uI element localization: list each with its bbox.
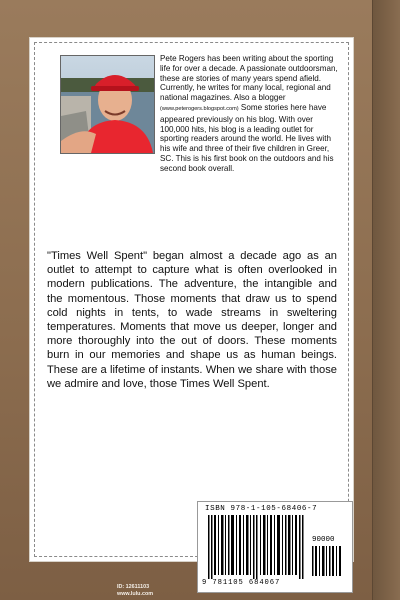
price-barcode-bars bbox=[312, 546, 342, 576]
isbn-label: ISBN 978-1-105-68406-7 bbox=[205, 505, 318, 513]
publisher-id: ID: 12611103 bbox=[117, 584, 150, 590]
isbn-barcode bbox=[197, 501, 353, 593]
publisher-info bbox=[117, 584, 153, 598]
book-description: "Times Well Spent" began almost a decade ago as an outlet to attempt to capture what is often overlooked in modern publications. The adventure, the intangible and the momentous. Those moments that draw us to spend cold nights in tents, to wade streams in sweltering temperatures. Moments that move us deeper, longer and more thoroughly into the out of doors. These moments burn in our memories and shape us as human beings. These are a lifetime of instants. When we share with those we admire and love, those Times Well Spent. bbox=[47, 250, 337, 390]
author-bio bbox=[160, 54, 338, 174]
bio-text-part2: Some stories here have appeared previously on his blog. With over 100,000 hits, his blog is a leading outlet for sporting readers around the world. He lives with his wife and three of their five children in Greer, SC. This is his first book on the outdoors and his second book overall. bbox=[160, 102, 334, 173]
ean-digits: 9 781105 684067 bbox=[202, 579, 281, 587]
bio-text-part1: Pete Rogers has been writing about the sporting life for over a decade. A passionate outdoorsman, these are stories of many years spend afield. Currently, he writes for many local, regional and national magazines. Also a blogger bbox=[160, 54, 338, 103]
price-code: 90000 bbox=[312, 536, 335, 544]
book-spine bbox=[372, 0, 400, 600]
publisher-site: www.lulu.com bbox=[117, 591, 154, 597]
barcode-bars bbox=[208, 515, 308, 579]
author-photo bbox=[60, 55, 155, 154]
blog-url: (www.peterogers.blogspot.com) bbox=[160, 105, 239, 112]
